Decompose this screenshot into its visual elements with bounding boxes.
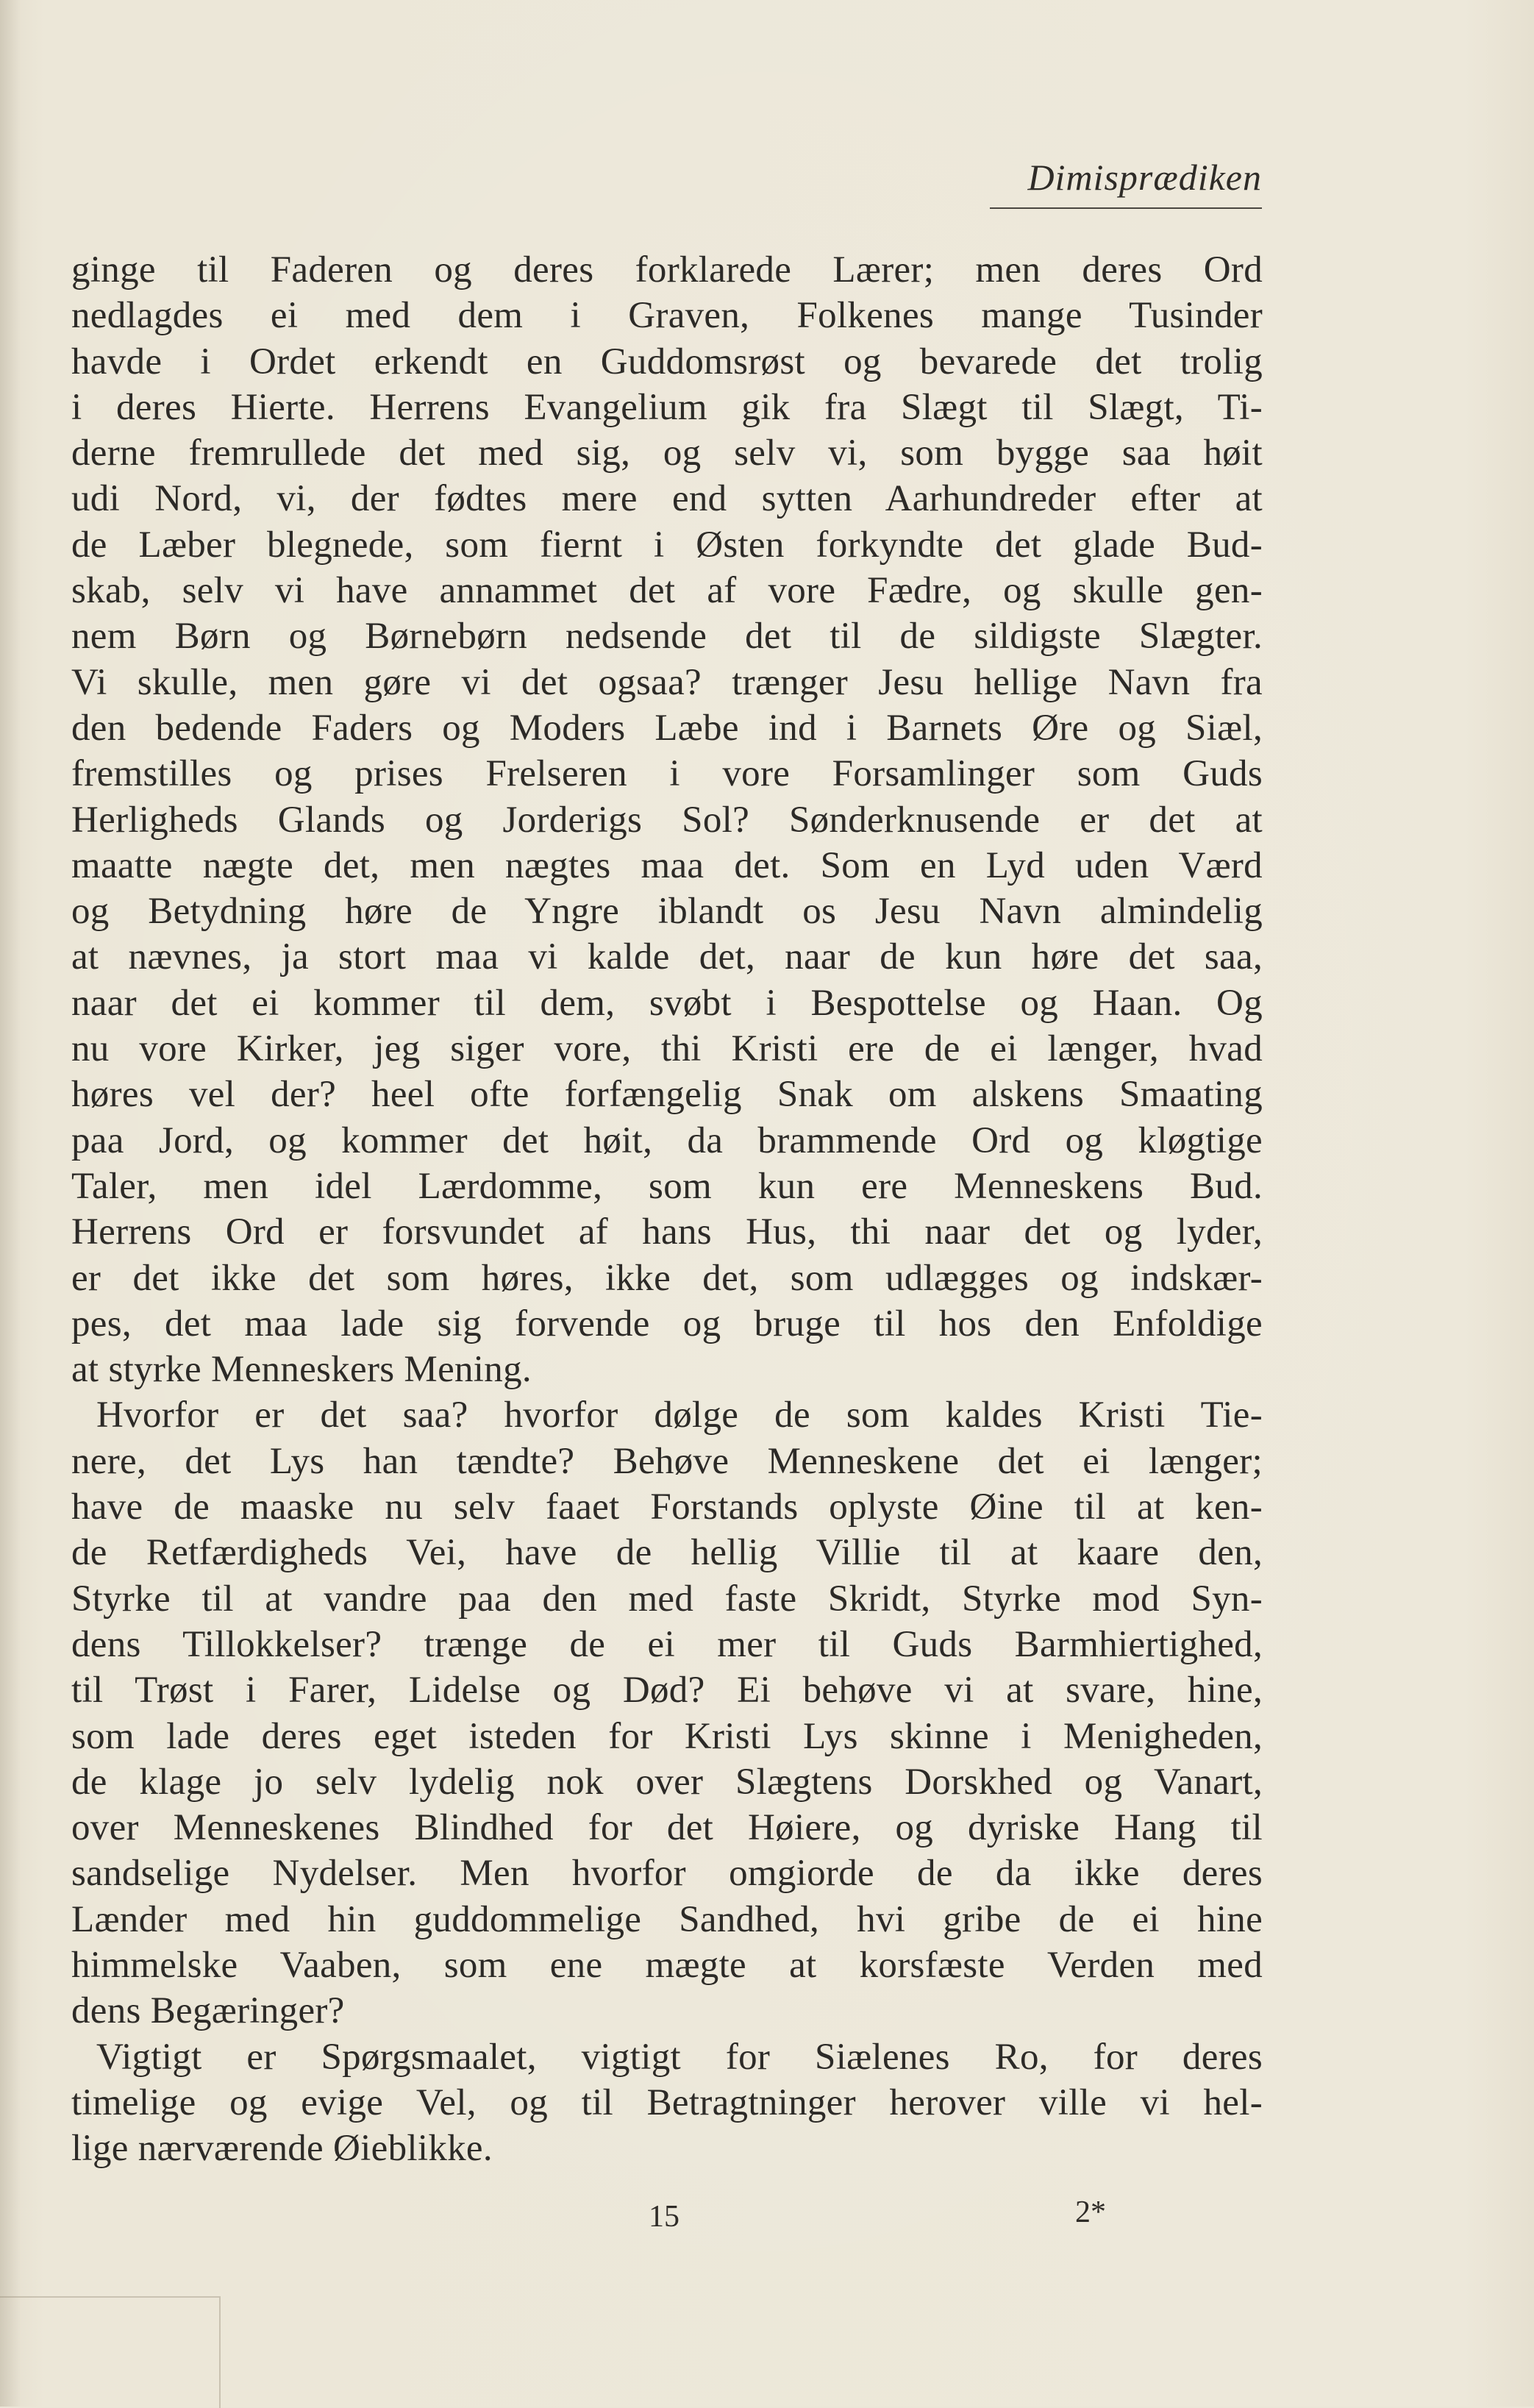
text-line: udi Nord, vi, der fødtes mere end sytten Aarhundreder efter at [71,478,1263,520]
body-text [71,247,1263,2171]
text-line: Herligheds Glands og Jorderigs Sol? Sønderknusende er det at [71,799,1263,841]
text-line: i deres Hierte. Herrens Evangelium gik fra Slægt til Slægt, Ti- [71,386,1263,428]
text-line: derne fremrullede det med sig, og selv vi, som bygge saa høit [71,432,1263,474]
text-line: Hvorfor er det saa? hvorfor dølge de som kaldes Kristi Tie- [96,1394,1263,1436]
text-line: maatte nægte det, men nægtes maa det. Som en Lyd uden Værd [71,844,1263,886]
running-title: Dimisprædiken [1027,157,1262,198]
text-line: fremstilles og prises Frelseren i vore Forsamlinger som Guds [71,753,1263,795]
text-line: til Trøst i Farer, Lidelse og Død? Ei behøve vi at svare, hine, [71,1670,1263,1711]
text-line: skab, selv vi have annammet det af vore Fædre, og skulle gen- [71,570,1263,612]
text-line: som lade deres eget isteden for Kristi Lys skinne i Menigheden, [71,1715,1263,1757]
text-line: høres vel der? heel ofte forfængelig Snak om alskens Smaating [71,1074,1263,1116]
text-line: Lænder med hin guddommelige Sandhed, hvi gribe de ei hine [71,1898,1263,1940]
text-line: naar det ei kommer til dem, svøbt i Bespottelse og Haan. Og [71,982,1263,1024]
header-rule [990,207,1262,209]
page-number: 15 [649,2200,679,2234]
text-line: himmelske Vaaben, som ene mægte at korsfæste Verden med [71,1944,1263,1986]
text-line: ginge til Faderen og deres forklarede Lærer; men deres Ord [71,249,1263,291]
text-line: Herrens Ord er forsvundet af hans Hus, thi naar det og lyder, [71,1211,1263,1253]
text-line: de klage jo selv lydelig nok over Slægtens Dorskhed og Vanart, [71,1761,1263,1803]
text-line: Vi skulle, men gøre vi det ogsaa? trænger Jesu hellige Navn fra [71,661,1263,703]
text-line: dens Tillokkelser? trænge de ei mer til Guds Barmhiertighed, [71,1623,1263,1665]
text-line: pes, det maa lade sig forvende og bruge til hos den Enfoldige [71,1303,1263,1344]
text-line: paa Jord, og kommer det høit, da brammende Ord og kløgtige [71,1119,1263,1161]
text-line: nedlagdes ei med dem i Graven, Folkenes mange Tusinder [71,295,1263,337]
text-line: havde i Ordet erkendt en Guddomsrøst og bevarede det trolig [71,341,1263,382]
text-line: Taler, men idel Lærdomme, som kun ere Menneskens Bud. [71,1165,1263,1207]
binding-shadow [0,0,21,2407]
text-line: over Menneskenes Blindhed for det Høiere, og dyriske Hang til [71,1807,1263,1849]
text-line: sandselige Nydelser. Men hvorfor omgiorde de da ikke deres [71,1853,1263,1895]
text-line: nu vore Kirker, jeg siger vore, thi Kristi ere de ei længer, hvad [71,1028,1263,1070]
text-line: de Læber blegnede, som fiernt i Østen forkyndte det glade Bud- [71,524,1263,566]
text-line: at nævnes, ja stort maa vi kalde det, naar de kun høre det saa, [71,936,1263,978]
text-line: dens Begæringer? [71,1990,345,2032]
page-corner-edge [0,2296,221,2408]
text-line: er det ikke det som høres, ikke det, som udlægges og indskær- [71,1257,1263,1299]
text-line: nere, det Lys han tændte? Behøve Menneskene det ei længer; [71,1440,1263,1482]
text-line: og Betydning høre de Yngre iblandt os Jesu Navn almindelig [71,891,1263,933]
text-line: have de maaske nu selv faaet Forstands oplyste Øine til at ken- [71,1486,1263,1528]
text-line: nem Børn og Børnebørn nedsende det til de sildigste Slægter. [71,616,1263,658]
text-line: timelige og evige Vel, og til Betragtninger herover ville vi hel- [71,2081,1263,2123]
text-line: Styrke til at vandre paa den med faste Skridt, Styrke mod Syn- [71,1578,1263,1620]
text-line: at styrke Menneskers Mening. [71,1349,532,1391]
text-line: Vigtigt er Spørgsmaalet, vigtigt for Siælenes Ro, for deres [96,2036,1263,2078]
text-line: lige nærværende Øieblikke. [71,2128,493,2170]
text-line: den bedende Faders og Moders Læbe ind i Barnets Øre og Siæl, [71,707,1263,749]
text-line: de Retfærdigheds Vei, have de hellig Villie til at kaare den, [71,1532,1263,1574]
signature-mark: 2* [1075,2195,1106,2229]
